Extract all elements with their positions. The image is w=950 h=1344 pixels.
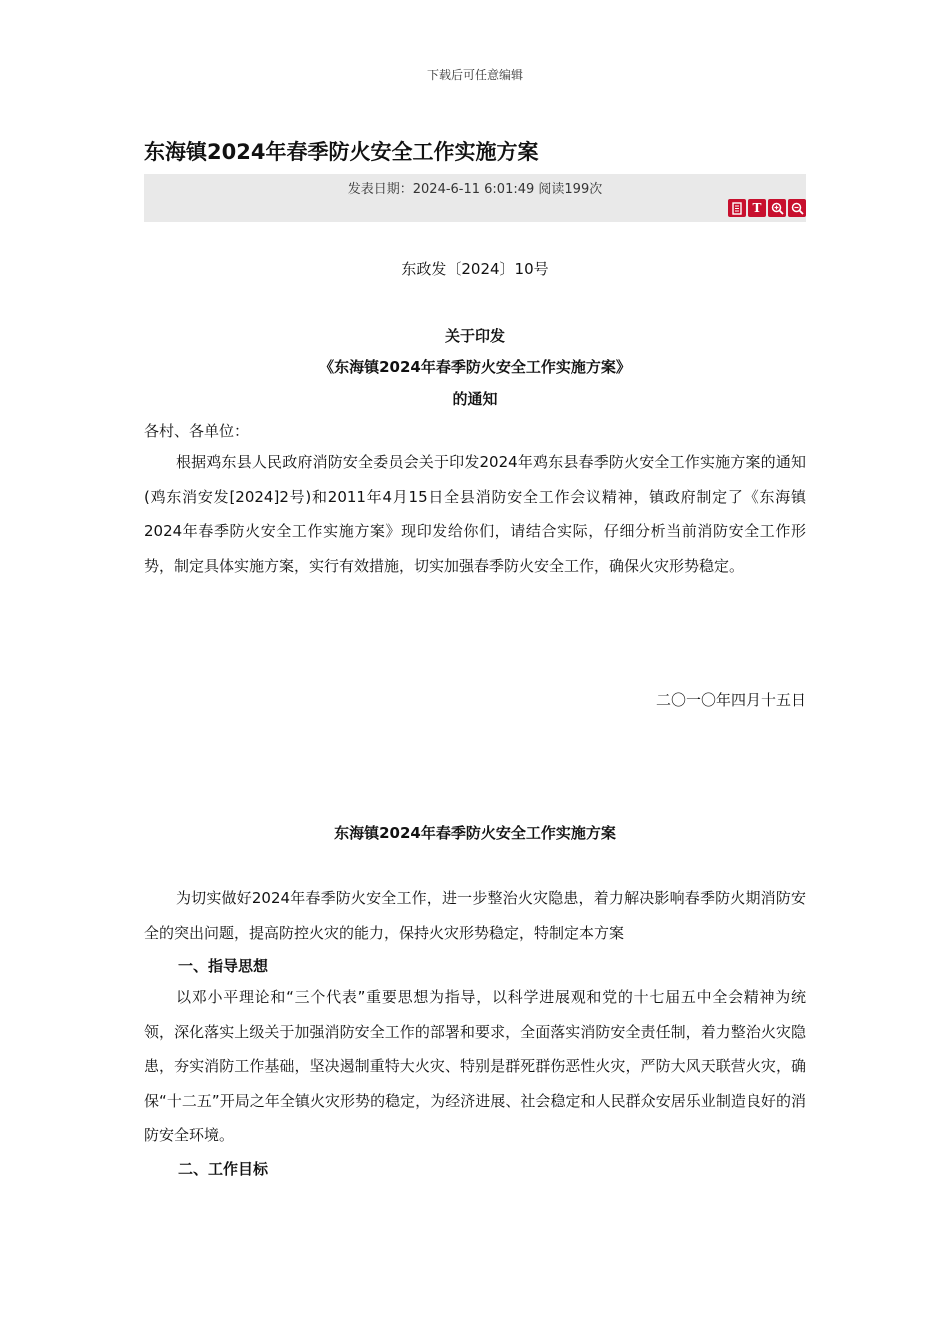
notice-heading-line2: 《东海镇2024年春季防火安全工作实施方案》 <box>319 358 631 376</box>
notice-body: 根据鸡东县人民政府消防安全委员会关于印发2024年鸡东县春季防火安全工作实施方案的通知(鸡东消安发[2024]2号)和2011年4月15日全县消防安全工作会议精神，镇政府制定了《东海镇2024年春季防火安全工作实施方案》现印发给你们，请结合实际，仔细分析当前消防安全工作形势，制定具体实施方案，实行有效措施，切实加强春季防火安全工作，确保火灾形势稳定。 <box>144 453 806 575</box>
zoom-out-button[interactable] <box>788 199 806 217</box>
zoom-in-button[interactable] <box>768 199 786 217</box>
article-meta-bar <box>144 174 806 222</box>
zoom-in-icon <box>771 202 784 215</box>
section-heading-goals: 二、工作目标 <box>178 1160 269 1178</box>
plan-intro: 为切实做好2024年春季防火安全工作，进一步整治火灾隐患，着力解决影响春季防火期消防安全的突出问题，提高防控火灾的能力，保持火灾形势稳定，特制定本方案 <box>144 889 806 942</box>
plan-title: 东海镇2024年春季防火安全工作实施方案 <box>334 824 616 842</box>
text-icon: T <box>752 201 762 215</box>
print-icon <box>731 202 743 215</box>
reading-toolbar <box>728 199 806 217</box>
article-title: 东海镇2024年春季防火安全工作实施方案 <box>144 140 539 164</box>
notice-date: 二〇一〇年四月十五日 <box>655 691 806 709</box>
text-size-button[interactable] <box>748 199 766 217</box>
notice-heading-line1: 关于印发 <box>444 327 505 345</box>
zoom-out-icon <box>791 202 804 215</box>
section-body-guiding: 以邓小平理论和“三个代表”重要思想为指导，以科学进展观和党的十七届五中全会精神为统领，深化落实上级关于加强消防安全工作的部署和要求，全面落实消防安全责任制，着力整治火灾隐患，夯实消防工作基础，坚决遏制重特大火灾、特别是群死群伤恶性火灾，严防大风天联营火灾，确保“十二五”开局之年全镇火灾形势的稳定，为经济进展、社会稳定和人民群众安居乐业制造良好的消防安全环境。 <box>144 988 806 1144</box>
section-heading-guiding: 一、指导思想 <box>178 957 269 975</box>
header-note: 下载后可任意编辑 <box>426 68 523 82</box>
doc-number: 东政发〔2024〕10号 <box>401 260 549 278</box>
salutation: 各村、各单位： <box>144 422 250 440</box>
print-button[interactable] <box>728 199 746 217</box>
publish-meta: 发表日期：2024-6-11 6:01:49 阅读199次 <box>347 182 603 197</box>
notice-heading-line3: 的通知 <box>452 390 498 408</box>
